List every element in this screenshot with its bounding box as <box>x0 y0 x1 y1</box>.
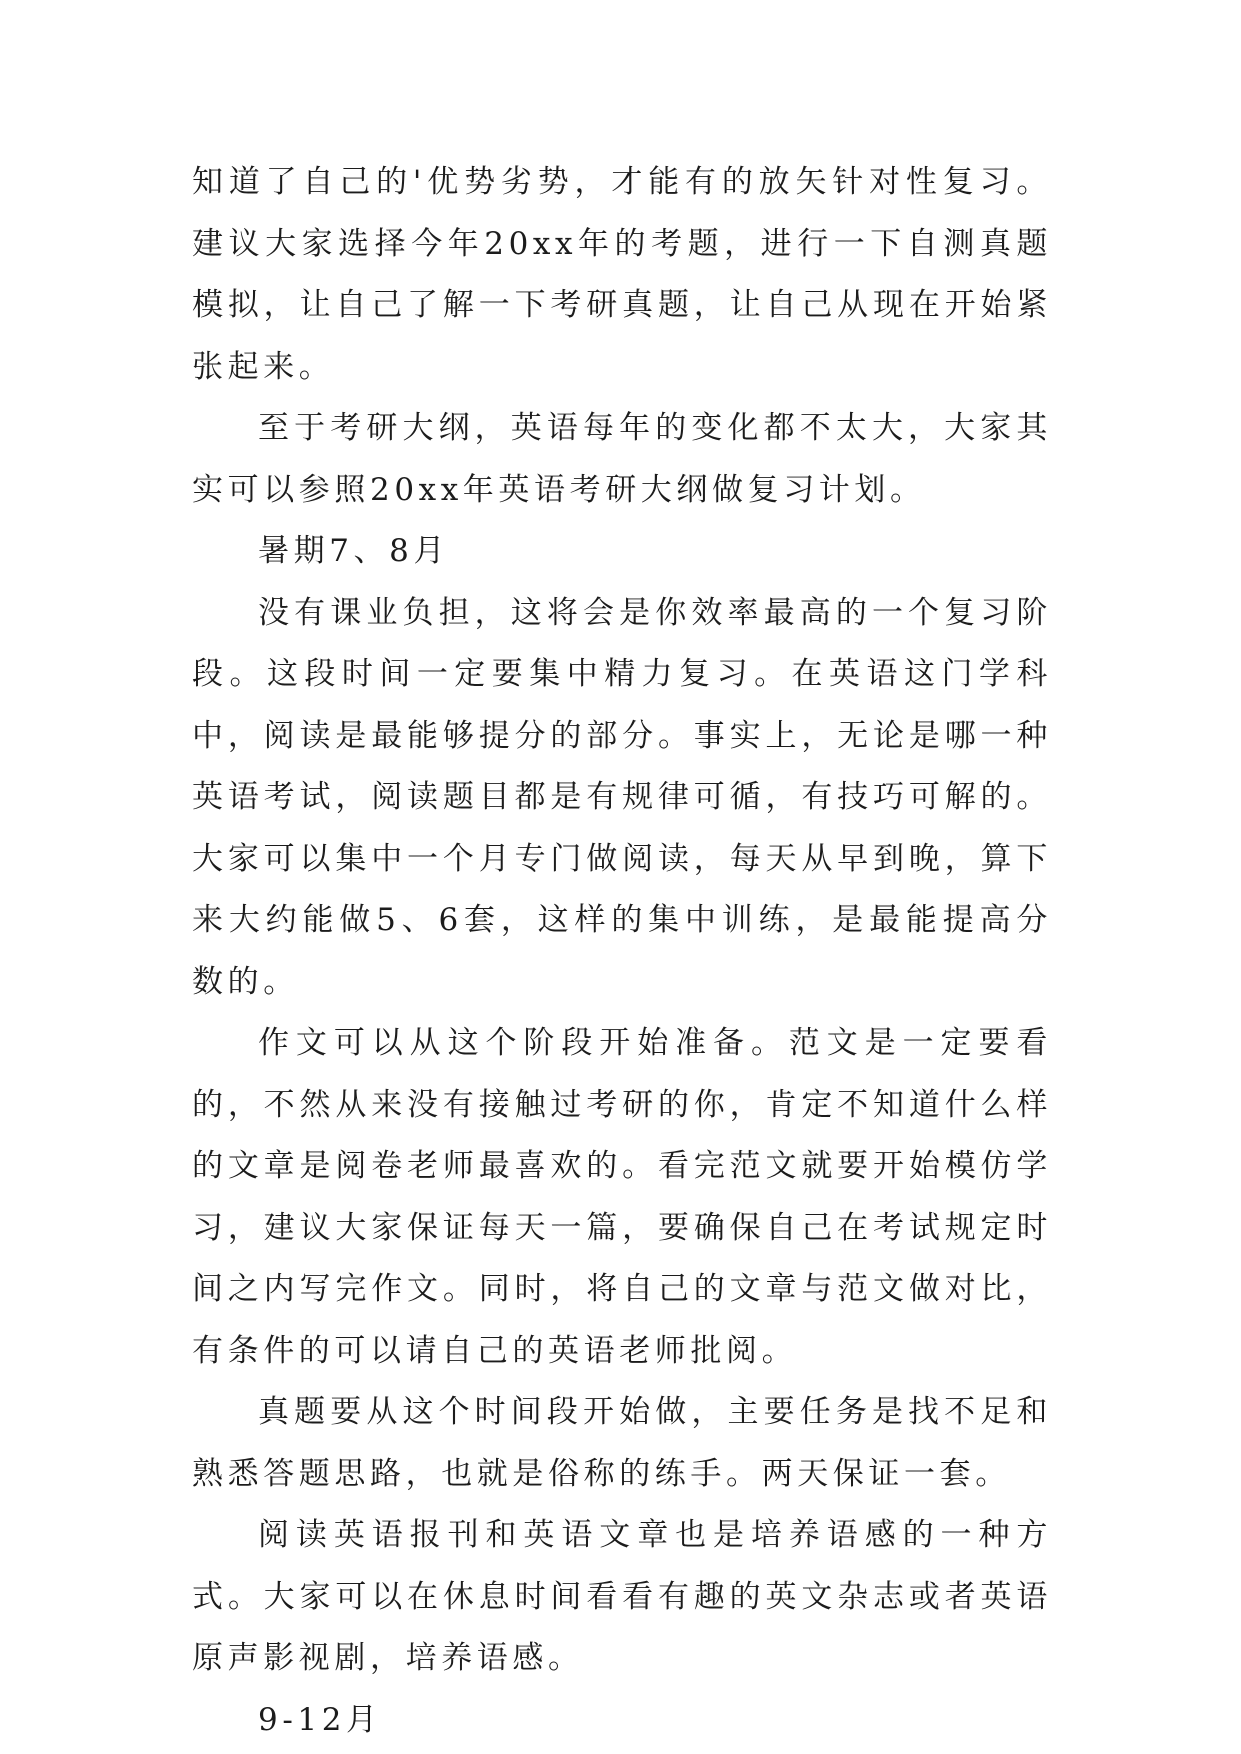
paragraph-essay-writing: 作文可以从这个阶段开始准备。范文是一定要看的，不然从来没有接触过考研的你，肯定不知道什么样的文章是阅卷老师最喜欢的。看完范文就要开始模仿学习，建议大家保证每天一篇，要确保自己在考试规定时间之内写完作文。同时，将自己的文章与范文做对比，有条件的可以请自己的英语老师批阅。 <box>192 1025 1052 1369</box>
paragraph-exam-syllabus: 至于考研大纲，英语每年的变化都不太大，大家其实可以参照20xx年英语考研大纲做复习计划。 <box>192 410 1052 508</box>
paragraph-reading-practice: 没有课业负担，这将会是你效率最高的一个复习阶段。这段时间一定要集中精力复习。在英语这门学科中，阅读是最能够提分的部分。事实上，无论是哪一种英语考试，阅读题目都是有规律可循，有技巧可解的。大家可以集中一个月专门做阅读，每天从早到晚，算下来大约能做5、6套，这样的集中训练，是最能提高分数的。 <box>192 594 1052 1000</box>
paragraph-language-sense: 阅读英语报刊和英语文章也是培养语感的一种方式。大家可以在休息时间看看有趣的英文杂志或者英语原声影视剧，培养语感。 <box>192 1517 1052 1676</box>
section-heading-summer: 暑期7、8月 <box>258 533 450 569</box>
section-heading-sep-dec: 9-12月 <box>258 1701 382 1738</box>
paragraph-continuation: 知道了自己的'优势劣势，才能有的放矢针对性复习。建议大家选择今年20xx年的考题，进行一下自测真题模拟，让自己了解一下考研真题，让自己从现在开始紧张起来。 <box>192 164 1052 385</box>
document-body <box>192 152 1052 1751</box>
paragraph-past-exams: 真题要从这个时间段开始做，主要任务是找不足和熟悉答题思路，也就是俗称的练手。两天保证一套。 <box>192 1394 1052 1492</box>
